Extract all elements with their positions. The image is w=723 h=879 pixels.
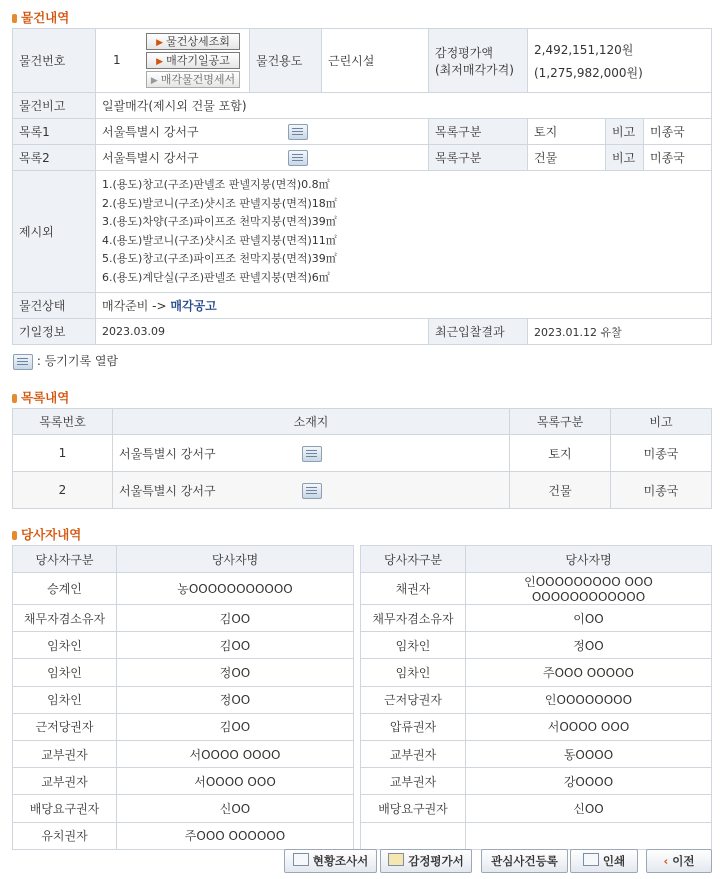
list-address-cell xyxy=(113,435,510,472)
extra-label: 제시외 xyxy=(13,171,96,293)
party-name: 김OO xyxy=(117,605,354,632)
party-type: 채무자겸소유자 xyxy=(361,605,466,632)
table-row xyxy=(13,686,712,713)
party-header: 당사자명 xyxy=(117,546,354,573)
list1-note-value: 미종국 xyxy=(644,119,712,145)
appraisal-report-button-label: 감정평가서 xyxy=(408,854,464,868)
list-note: 미종국 xyxy=(611,472,712,509)
party-name: 정OO xyxy=(117,659,354,686)
column-gap xyxy=(354,605,361,632)
list-table xyxy=(12,408,712,509)
party-name: 신OO xyxy=(466,795,712,822)
party-name: 김OO xyxy=(117,713,354,740)
party-name: 이OO xyxy=(466,605,712,632)
table-row xyxy=(13,632,712,659)
list-type: 토지 xyxy=(510,435,611,472)
list-note: 미종국 xyxy=(611,435,712,472)
party-type: 배당요구권자 xyxy=(13,795,117,822)
table-row xyxy=(13,768,712,795)
appraisal-value-cell xyxy=(528,29,712,93)
table-row xyxy=(13,573,712,605)
party-type: 배당요구권자 xyxy=(361,795,466,822)
sale-spec-button[interactable] xyxy=(146,71,240,88)
registry-note-text: : 등기기록 열람 xyxy=(36,354,119,368)
party-name: 김OO xyxy=(117,632,354,659)
edit-document-icon xyxy=(388,853,404,866)
list2-label: 목록2 xyxy=(13,145,96,171)
party-name: 주OOO OOOOO xyxy=(466,659,712,686)
party-type: 임차인 xyxy=(13,632,117,659)
item-number-value: 1 xyxy=(113,53,121,67)
column-gap xyxy=(354,632,361,659)
appraisal-value: 2,492,151,120원 xyxy=(534,42,634,57)
list2-type-value: 건물 xyxy=(528,145,606,171)
item-details-table xyxy=(12,28,712,345)
list-header: 비고 xyxy=(611,409,712,435)
add-watch-case-button-label: 관심사건등록 xyxy=(491,854,558,868)
party-header: 당사자구분 xyxy=(361,546,466,573)
party-type: 교부권자 xyxy=(361,768,466,795)
party-name: 정OO xyxy=(117,686,354,713)
party-type: 근저당권자 xyxy=(361,686,466,713)
party-name: 서OOOO OOO xyxy=(117,768,354,795)
party-type: 교부권자 xyxy=(361,740,466,767)
extra-item: 1.(용도)창고(구조)판넬조 판넬지붕(면적)0.8㎡ xyxy=(102,178,330,191)
party-type: 승계인 xyxy=(13,573,117,605)
sale-date-notice-button[interactable] xyxy=(146,52,240,69)
usage-label: 물건용도 xyxy=(250,29,322,93)
party-name: 인OOOOOOOO xyxy=(466,686,712,713)
survey-report-button[interactable] xyxy=(284,849,377,873)
date-value: 2023.03.09 xyxy=(96,319,429,345)
column-gap xyxy=(354,686,361,713)
party-type: 임차인 xyxy=(361,659,466,686)
recent-bid-label: 최근입찰결과 xyxy=(429,319,528,345)
list2-type-label: 목록구분 xyxy=(429,145,528,171)
survey-report-button-label: 현황조사서 xyxy=(312,854,369,868)
party-name: 동OOOO xyxy=(466,740,712,767)
print-button-label: 인쇄 xyxy=(602,854,626,868)
list2-note-value: 미종국 xyxy=(644,145,712,171)
list-header: 소재지 xyxy=(113,409,510,435)
party-type: 임차인 xyxy=(361,632,466,659)
back-button-label: 이전 xyxy=(672,854,695,868)
list1-label: 목록1 xyxy=(13,119,96,145)
table-row xyxy=(13,472,712,509)
party-details-title-text: 당사자내역 xyxy=(21,527,82,542)
status-cell xyxy=(96,293,712,319)
party-name: 정OO xyxy=(466,632,712,659)
arrow-right-icon: ▶ xyxy=(150,76,158,86)
list-details-title xyxy=(12,388,69,406)
registry-view-icon[interactable] xyxy=(288,124,308,140)
printer-icon xyxy=(583,853,599,866)
column-gap xyxy=(354,822,361,849)
extra-item: 4.(용도)발코니(구조)샷시조 판넬지붕(면적)11㎡ xyxy=(102,233,337,247)
remark-value: 일괄매각(제시외 건물 포함) xyxy=(96,93,712,119)
party-header-row xyxy=(13,546,712,573)
list2-address-cell xyxy=(96,145,429,171)
party-name: 강OOOO xyxy=(466,768,712,795)
list2-address: 서울특별시 강서구 xyxy=(102,151,199,165)
party-name: 인OOOOOOOOO OOO OOOOOOOOOOOO xyxy=(466,573,712,605)
list1-address: 서울특별시 강서구 xyxy=(102,125,199,139)
column-gap xyxy=(354,573,361,605)
party-type: 채무자겸소유자 xyxy=(13,605,117,632)
list1-type-label: 목록구분 xyxy=(429,119,528,145)
party-name: 신OO xyxy=(117,795,354,822)
party-type: 임차인 xyxy=(13,659,117,686)
party-header: 당사자명 xyxy=(466,546,712,573)
print-button[interactable] xyxy=(570,849,638,873)
extra-item: 6.(용도)계단실(구조)판넬조 판넬지붕(면적)6㎡ xyxy=(102,270,330,284)
extra-item: 3.(용도)차양(구조)파이프조 천막지붕(면적)39㎡ xyxy=(102,215,337,228)
list1-note-label: 비고 xyxy=(606,119,644,145)
item-details-title-text: 물건내역 xyxy=(21,10,70,25)
party-name: 서OOOO OOOO xyxy=(117,740,354,767)
party-type xyxy=(361,822,466,849)
arrow-right-icon: ▶ xyxy=(156,57,164,67)
sale-spec-button-label: 매각물건명세서 xyxy=(160,73,236,86)
item-details-title xyxy=(12,8,69,26)
list-no: 2 xyxy=(13,472,113,509)
party-type: 유치권자 xyxy=(13,822,117,849)
party-type: 교부권자 xyxy=(13,740,117,767)
party-type: 채권자 xyxy=(361,573,466,605)
item-number-label: 물건번호 xyxy=(13,29,96,93)
registry-view-icon[interactable] xyxy=(302,483,322,499)
appraisal-label-line1: 감정평가액 xyxy=(435,45,493,60)
column-gap xyxy=(354,546,361,573)
date-label: 기일정보 xyxy=(13,319,96,345)
party-name xyxy=(466,822,712,849)
list-no: 1 xyxy=(13,435,113,472)
party-name: 서OOOO OOO xyxy=(466,713,712,740)
min-price-value: (1,275,982,000원) xyxy=(534,65,643,80)
column-gap xyxy=(354,740,361,767)
extra-item: 2.(용도)발코니(구조)샷시조 판넬지붕(면적)18㎡ xyxy=(102,196,337,210)
party-type: 임차인 xyxy=(13,686,117,713)
table-row xyxy=(13,740,712,767)
column-gap xyxy=(354,659,361,686)
item-number-cell xyxy=(96,29,250,93)
bullet-icon xyxy=(12,531,17,540)
recent-bid-value: 2023.01.12 유찰 xyxy=(528,319,712,345)
list2-note-label: 비고 xyxy=(606,145,644,171)
back-button[interactable] xyxy=(646,849,712,873)
remark-label: 물건비고 xyxy=(13,93,96,119)
party-type: 압류권자 xyxy=(361,713,466,740)
appraisal-label xyxy=(429,29,528,93)
appraisal-label-line2: (최저매각가격) xyxy=(435,62,514,77)
registry-view-icon[interactable] xyxy=(302,446,322,462)
table-row xyxy=(13,605,712,632)
table-row xyxy=(13,435,712,472)
party-type: 교부권자 xyxy=(13,768,117,795)
table-row xyxy=(13,659,712,686)
list-address: 서울특별시 강서구 xyxy=(119,446,216,461)
bullet-icon xyxy=(12,14,17,23)
table-row xyxy=(13,795,712,822)
table-row xyxy=(13,713,712,740)
item-detail-button[interactable] xyxy=(146,33,240,50)
party-header: 당사자구분 xyxy=(13,546,117,573)
column-gap xyxy=(354,713,361,740)
usage-value: 근린시설 xyxy=(322,29,429,93)
column-gap xyxy=(354,795,361,822)
column-gap xyxy=(354,768,361,795)
add-watch-case-button[interactable] xyxy=(481,849,568,873)
party-name: 농OOOOOOOOOOO xyxy=(117,573,354,605)
list-header: 목록번호 xyxy=(13,409,113,435)
extra-item: 5.(용도)창고(구조)파이프조 천막지붕(면적)39㎡ xyxy=(102,252,337,265)
chevron-left-icon: ‹ xyxy=(663,854,669,868)
table-row xyxy=(13,822,712,849)
party-table xyxy=(12,545,712,850)
list1-address-cell xyxy=(96,119,429,145)
registry-view-icon xyxy=(13,354,33,370)
document-icon xyxy=(293,853,309,866)
status-label: 물건상태 xyxy=(13,293,96,319)
registry-note xyxy=(13,352,118,370)
extra-list xyxy=(96,171,712,293)
bullet-icon xyxy=(12,394,17,403)
list1-type-value: 토지 xyxy=(528,119,606,145)
party-details-title xyxy=(12,525,81,543)
status-prefix: 매각준비 -> xyxy=(102,299,167,313)
arrow-right-icon: ▶ xyxy=(156,38,164,48)
party-type: 근저당권자 xyxy=(13,713,117,740)
registry-view-icon[interactable] xyxy=(288,150,308,166)
list-header: 목록구분 xyxy=(510,409,611,435)
list-address: 서울특별시 강서구 xyxy=(119,483,216,498)
item-detail-button-label: 물건상세조회 xyxy=(166,35,230,48)
party-name: 주OOO OOOOOO xyxy=(117,822,354,849)
list-type: 건물 xyxy=(510,472,611,509)
appraisal-report-button[interactable] xyxy=(380,849,472,873)
list-address-cell xyxy=(113,472,510,509)
sale-date-notice-button-label: 매각기일공고 xyxy=(166,54,230,67)
status-value: 매각공고 xyxy=(170,299,217,313)
list-details-title-text: 목록내역 xyxy=(21,390,70,405)
